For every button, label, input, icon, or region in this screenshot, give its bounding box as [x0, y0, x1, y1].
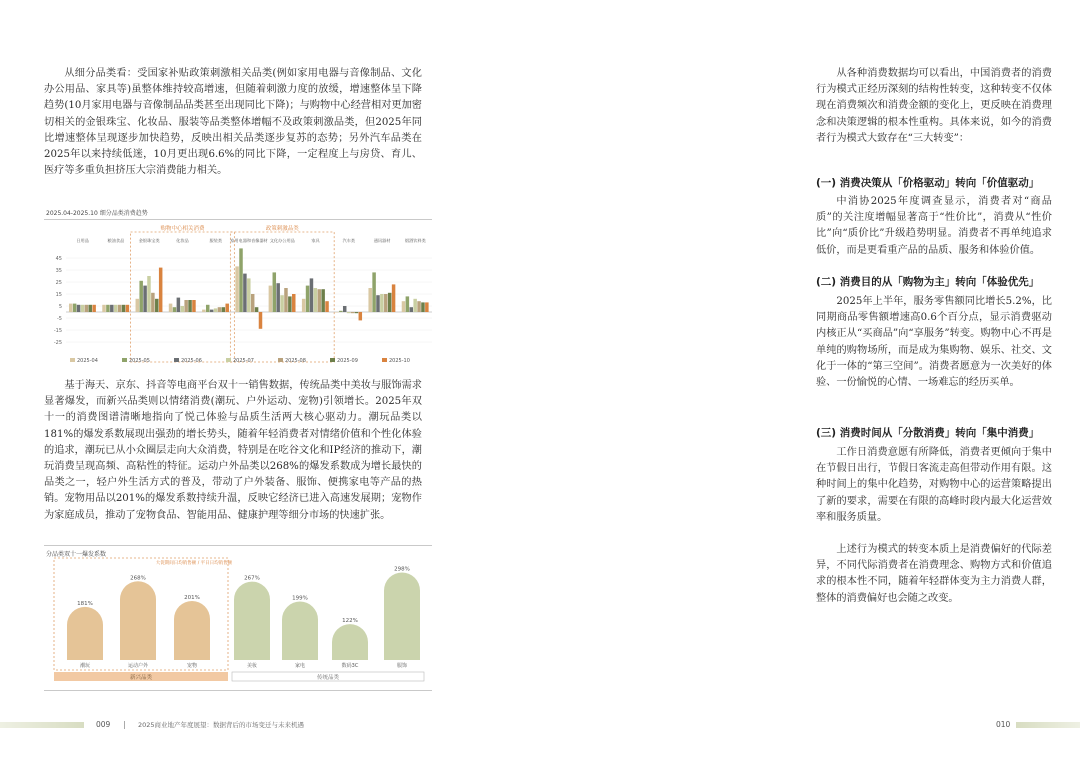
right-page-number: 010: [996, 720, 1011, 729]
category-label: 家具: [311, 238, 320, 243]
bar: [288, 296, 291, 312]
legend-swatch: [226, 358, 231, 362]
bar: [136, 299, 139, 312]
legend-label: 2025-05: [129, 358, 150, 364]
bar: [421, 302, 424, 312]
bar: [126, 305, 129, 312]
bar: [314, 288, 317, 312]
legend-label: 2025-10: [389, 358, 410, 364]
category-label: 烟酒饮料类: [404, 238, 426, 243]
bar: [67, 607, 103, 660]
category-label: 汽车类: [342, 238, 356, 243]
value-label: 268%: [130, 575, 146, 582]
right-paragraph-4: [816, 542, 1052, 607]
legend-swatch: [278, 358, 283, 362]
category-label: 家用电器和音像器材: [230, 238, 268, 243]
bar: [282, 602, 318, 660]
category-label: 服装类: [209, 238, 223, 243]
category-label: 通讯器材: [373, 238, 391, 243]
chart1-rule: [44, 219, 432, 220]
paragraph-text: 工作日消费意愿有所降低，消费者更倾向于集中在节假日出行，节假日客流走高但带动作用有限。这种时间上的集中化趋势，对购物中心的运营策略提出了新的要求，需要在有限的高峰时段内最大化运营效率和服务质量。: [816, 447, 1052, 523]
bar: [284, 288, 287, 312]
bar: [243, 274, 246, 312]
bar: [151, 293, 154, 312]
bar: [339, 311, 342, 312]
y-tick-label: 25: [55, 280, 62, 286]
category-label: 日用品: [76, 238, 89, 243]
bar: [214, 308, 217, 312]
right-intro: [816, 66, 1052, 147]
bar: [355, 312, 358, 313]
y-tick-label: -25: [53, 340, 62, 346]
bar: [269, 286, 272, 312]
bar: [173, 307, 176, 312]
bar: [402, 301, 405, 312]
group-label: 新兴品类: [129, 675, 153, 681]
category-label: 金银珠宝类: [138, 238, 160, 243]
bar: [347, 312, 350, 313]
bar: [384, 294, 387, 312]
legend-swatch: [70, 358, 75, 362]
bar: [332, 624, 368, 660]
category-label: 美妆: [246, 663, 258, 669]
bar: [122, 305, 125, 312]
category-label: 运动户外: [127, 663, 149, 669]
bar: [77, 305, 80, 312]
footer-bar-left: [0, 722, 84, 728]
section-heading-1: (一) 消费决策从「价格驱动」转向「价值驱动」: [816, 177, 1040, 189]
bar: [310, 278, 313, 312]
chart2-bottom-rule: [44, 690, 432, 691]
bar: [118, 305, 121, 312]
bar: [259, 312, 262, 329]
bar: [234, 582, 270, 660]
section-heading-2: (二) 消费目的从「购物为主」转向「体验优先」: [816, 276, 1040, 288]
legend-swatch: [330, 358, 335, 362]
bar: [192, 300, 195, 312]
legend-note: 大促期间日均销售额 / 平日日均销售额: [155, 561, 233, 566]
y-tick-label: 45: [55, 256, 62, 262]
bar: [120, 581, 156, 660]
y-tick-label: 35: [55, 268, 62, 274]
group-label: 传统品类: [316, 675, 340, 681]
group-label: 购物中心相关消费: [160, 226, 205, 232]
value-label: 199%: [292, 595, 308, 602]
bar: [251, 294, 254, 312]
bar: [102, 305, 105, 312]
bar: [306, 286, 309, 312]
bar: [88, 305, 91, 312]
paragraph-text: 从各种消费数据均可以看出，中国消费者的消费行为模式正经历深刻的结构性转变，这种转变不仅体现在消费频次和消费金额的变化上，更反映在消费理念和决策逻辑的根本性重构。具体来说，如今的消费者行为模式大致存在“三大转变”：: [816, 68, 1052, 144]
value-label: 181%: [77, 600, 93, 607]
y-tick-label: 5: [58, 304, 62, 310]
bar: [335, 312, 338, 313]
category-label: 宠物: [186, 663, 198, 669]
bar: [73, 304, 76, 312]
category-label: 化妆品: [176, 238, 189, 243]
bar: [218, 307, 221, 312]
bar: [317, 289, 320, 312]
legend-swatch: [174, 358, 179, 362]
bar: [69, 304, 72, 312]
group-label: 政策刺激品类: [265, 226, 299, 232]
bar: [206, 305, 209, 312]
category-label: 服饰: [396, 663, 408, 669]
bar: [359, 312, 362, 320]
category-label: 粮油食品: [107, 238, 125, 243]
bar: [392, 284, 395, 312]
paragraph-text: 2025年上半年，服务零售额同比增长5.2%，比同期商品零售额增速高0.6个百分点，显示消费驱动内核正从“买商品”向“享服务”转变。购物中心不再是单纯的购物场所，而是成为集购物、娱乐、社交、文化于一体的“第三空间”。消费者愿意为一次美好的体验、一份愉悦的心情、一场难忘的经历买单。: [816, 296, 1052, 389]
bar: [210, 310, 213, 312]
paragraph-text: 中消协2025年度调查显示，消费者对“商品质”的关注度增幅显著高于“性价比”，消费从“性价比”向“质价比”升级趋势明显。消费者不再单纯追求低价，而是更看重产品的品质、服务和体验价值。: [816, 196, 1052, 256]
category-label: 潮玩: [79, 663, 91, 669]
bar: [292, 294, 295, 312]
right-paragraph-3: [816, 445, 1052, 526]
legend-label: 2025-09: [337, 358, 358, 364]
bar: [181, 306, 184, 312]
bar: [280, 295, 283, 312]
value-label: 122%: [342, 618, 358, 625]
value-label: 298%: [394, 566, 410, 573]
left-page-number: 009: [96, 720, 111, 729]
legend-label: 2025-08: [285, 358, 306, 364]
double11-burst-chart: [40, 556, 440, 684]
bar: [147, 276, 150, 312]
bar: [372, 272, 375, 312]
bar: [247, 278, 250, 312]
bar: [159, 268, 162, 312]
y-tick-label: -15: [53, 328, 62, 334]
y-tick-label: -5: [57, 316, 62, 322]
right-page: [540, 0, 1080, 762]
bar: [380, 294, 383, 312]
bar: [276, 283, 279, 312]
bar: [302, 299, 305, 312]
bar: [202, 310, 205, 312]
bar: [343, 306, 346, 312]
bar: [388, 293, 391, 312]
bar: [384, 572, 420, 660]
category-label: 家电: [294, 663, 306, 669]
legend-swatch: [122, 358, 127, 362]
bar: [85, 305, 88, 312]
bar: [155, 299, 158, 312]
legend-label: 2025-04: [77, 358, 98, 364]
bar: [351, 312, 354, 313]
bar: [255, 307, 258, 312]
paragraph-text: 从细分品类看：受国家补贴政策刺激相关品类(例如家用电器与音像制品、文化办公用品、家具等)虽整体维持较高增速，但随着刺激力度的放缓，增速整体呈下降趋势(10月家用电器与音像制品品类甚至出现同比下降)；与购物中心经营相对更加密切相关的金银珠宝、化妆品、服装等品类整体增幅不及政策刺激品类，但2025年同比增速整体呈现逐步加快趋势，反映出相关品类逐步复苏的态势；另外汽车品类在2025年以来持续低迷，10月更出现6.6%的同比下降，一定程度上与房贷、育儿、医疗等多重负担挤压大宗消费能力相关。: [44, 68, 422, 177]
bar: [222, 307, 225, 312]
legend-swatch: [382, 358, 387, 362]
category-trend-chart: [40, 222, 440, 372]
bar: [114, 305, 117, 312]
bar: [321, 289, 324, 312]
bar: [177, 298, 180, 312]
bar: [174, 601, 210, 660]
bar: [184, 300, 187, 312]
category-label: 文化办公用品: [269, 238, 295, 243]
bar: [110, 305, 113, 312]
paragraph-text: 上述行为模式的转变本质上是消费偏好的代际差异，不同代际消费者在消费理念、购物方式和价值追求的根本性不同，随着年轻群体变为主力消费人群，整体的消费偏好也会随之改变。: [816, 544, 1052, 604]
right-paragraph-1: [816, 194, 1052, 259]
legend-label: 2025-06: [181, 358, 202, 364]
bar: [188, 300, 191, 312]
y-tick-label: 15: [55, 292, 62, 298]
bar: [239, 248, 242, 312]
footer-title: 2025商业地产年度展望：数据背后的市场变迁与未来机遇: [138, 721, 305, 729]
bar: [368, 288, 371, 312]
bar: [273, 272, 276, 312]
value-label: 201%: [184, 594, 200, 601]
right-paragraph-2: [816, 294, 1052, 391]
bar: [406, 296, 409, 312]
bar: [325, 301, 328, 312]
value-label: 267%: [244, 575, 260, 582]
footer-divider: [124, 721, 125, 729]
legend-label: 2025-07: [233, 358, 254, 364]
bar: [169, 304, 172, 312]
bar: [81, 305, 84, 312]
bar: [225, 304, 228, 312]
bar: [410, 307, 413, 312]
left-paragraph-2: [44, 378, 422, 524]
chart2-top-rule: [44, 545, 432, 546]
bar: [235, 266, 238, 312]
bar: [92, 305, 95, 312]
footer-bar-right: [1016, 722, 1080, 728]
paragraph-text: 基于海天、京东、抖音等电商平台双十一销售数据，传统品类中美妆与服饰需求显著爆发，而新兴品类则以情绪消费(潮玩、户外运动、宠物)引领增长。2025年双十一的消费图谱清晰地指向了悦己体验与品质生活两大核心驱动力。潮玩品类以181%的爆发系数展现出强劲的增长势头，随着年轻消费者对情绪价值和个性化体验的追求，潮玩已从小众圈层走向大众消费，特别是在吃谷文化和IP经济的推动下，潮玩消费呈现高频、高粘性的特征。运动户外品类以268%的爆发系数成为增长最快的品类之一，轻户外生活方式的普及，带动了户外装备、服饰、便携家电等产品的热销。宠物用品以201%的爆发系数持续升温，反映它经济已进入高速发展期；宠物作为家庭成员，推动了宠物食品、智能用品、健康护理等细分市场的快速扩张。: [44, 380, 422, 521]
chart1-title: 2025.04-2025.10 细分品类消费趋势: [46, 210, 148, 217]
bar: [425, 302, 428, 312]
bar: [143, 286, 146, 312]
bar: [417, 301, 420, 312]
section-heading-3: (三) 消费时间从「分散消费」转向「集中消费」: [816, 427, 1040, 439]
category-label: 数码3C: [341, 663, 359, 669]
bar: [376, 295, 379, 312]
left-paragraph-1: [44, 66, 422, 179]
bar: [139, 281, 142, 312]
bar: [106, 305, 109, 312]
bar: [413, 299, 416, 312]
chart2-title: 分品类双十一爆发系数: [46, 551, 107, 558]
